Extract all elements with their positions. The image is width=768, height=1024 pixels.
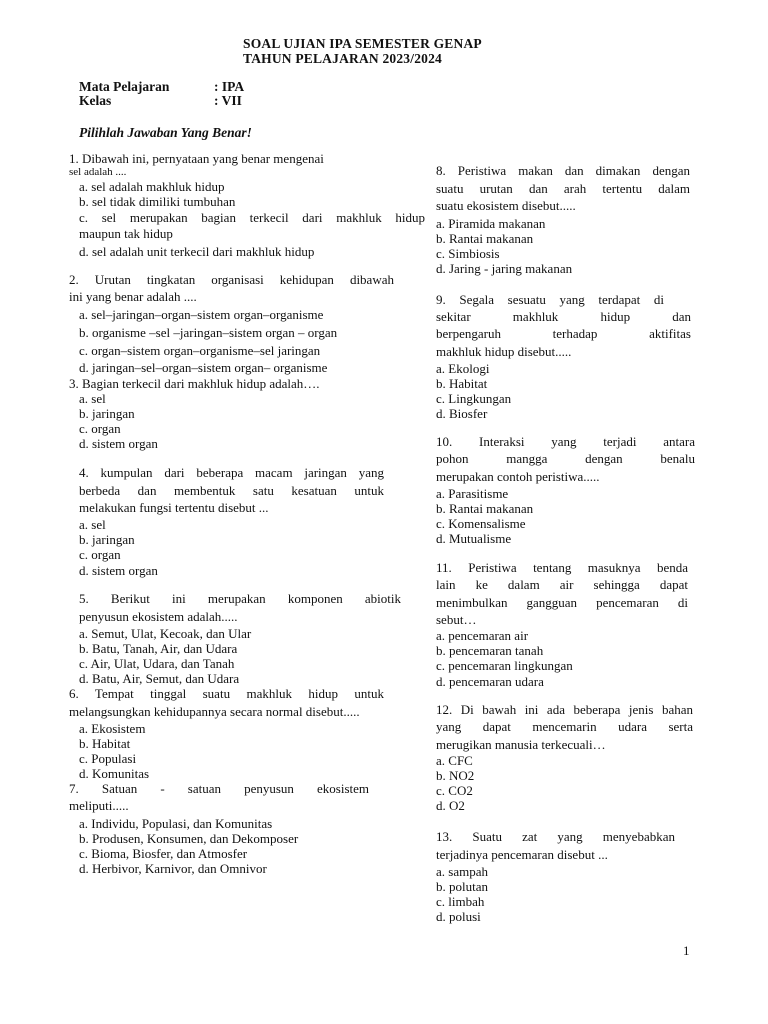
question-7-option-a: a. Individu, Populasi, dan Komunitas <box>79 816 273 831</box>
question-7-option-b: b. Produsen, Konsumen, dan Dekomposer <box>79 831 299 846</box>
question-13-stem: 13. Suatu zat yang menyebabkan <box>436 829 675 844</box>
question-11-stem-cont3: sebut… <box>436 612 477 627</box>
question-5-stem: 5. Berikut ini merupakan komponen abiotik <box>79 591 401 606</box>
question-9-option-c: c. Lingkungan <box>436 391 512 406</box>
question-4-option-c: c. organ <box>79 547 121 562</box>
question-9-option-a: a. Ekologi <box>436 361 490 376</box>
class-value: : VII <box>214 93 242 108</box>
question-6-option-b: b. Habitat <box>79 736 131 751</box>
question-5-option-b: b. Batu, Tanah, Air, dan Udara <box>79 641 238 656</box>
question-4-stem-cont1: berbeda dan membentuk satu kesatuan untuk <box>79 483 384 498</box>
question-4-option-a: a. sel <box>79 517 106 532</box>
question-8-option-b: b. Rantai makanan <box>436 231 534 246</box>
question-9-option-d: d. Biosfer <box>436 406 488 421</box>
question-10-stem-cont2: merupakan contoh peristiwa..... <box>436 469 600 484</box>
question-7-option-c: c. Bioma, Biosfer, dan Atmosfer <box>79 846 248 861</box>
question-3-option-c: c. organ <box>79 421 121 436</box>
question-2-stem: 2. Urutan tingkatan organisasi kehidupan dibawah <box>69 272 394 287</box>
question-12-stem-cont1: yang dapat mencemarin udara serta <box>436 719 693 734</box>
question-1-option-a: a. sel adalah makhluk hidup <box>79 179 225 194</box>
question-3-option-b: b. jaringan <box>79 406 135 421</box>
question-3-stem: 3. Bagian terkecil dari makhluk hidup adalah…. <box>69 376 320 391</box>
question-8-stem: 8. Peristiwa makan dan dimakan dengan <box>436 163 690 178</box>
question-13-option-c: c. limbah <box>436 894 485 909</box>
question-3-option-d: d. sistem organ <box>79 436 158 451</box>
question-8-option-a: a. Piramida makanan <box>436 216 546 231</box>
question-6-option-c: c. Populasi <box>79 751 137 766</box>
question-10-stem-cont1: pohon mangga dengan benalu <box>436 451 695 466</box>
question-10-stem: 10. Interaksi yang terjadi antara <box>436 434 695 449</box>
question-11-stem-cont2: menimbulkan gangguan pencemaran di <box>436 595 688 610</box>
instruction: Pilihlah Jawaban Yang Benar! <box>79 125 252 140</box>
question-6-option-d: d. Komunitas <box>79 766 150 781</box>
page-number: 1 <box>683 943 690 958</box>
question-1-option-d: d. sel adalah unit terkecil dari makhluk hidup <box>79 244 315 259</box>
question-12-option-d: d. O2 <box>436 798 465 813</box>
question-9-stem-cont1: sekitar makhluk hidup dan <box>436 309 691 324</box>
question-9-option-b: b. Habitat <box>436 376 488 391</box>
question-12-stem: 12. Di bawah ini ada beberapa jenis bahan <box>436 702 693 717</box>
question-11-option-c: c. pencemaran lingkungan <box>436 658 573 673</box>
question-7-option-d: d. Herbivor, Karnivor, dan Omnivor <box>79 861 267 876</box>
question-5-option-a: a. Semut, Ulat, Kecoak, dan Ular <box>79 626 252 641</box>
question-2-stem-cont: ini yang benar adalah .... <box>69 289 197 304</box>
question-8-stem-cont2: suatu ekosistem disebut..... <box>436 198 576 213</box>
question-1-stem: 1. Dibawah ini, pernyataan yang benar mengenai <box>69 151 324 166</box>
question-11-stem-cont1: lain ke dalam air sehingga dapat <box>436 577 688 592</box>
question-5-stem-cont: penyusun ekosistem adalah..... <box>79 609 238 624</box>
question-5-option-c: c. Air, Ulat, Udara, dan Tanah <box>79 656 235 671</box>
question-2-option-c: c. organ–sistem organ–organisme–sel jaringan <box>79 343 321 358</box>
subject-value: : IPA <box>214 79 245 94</box>
question-11-option-d: d. pencemaran udara <box>436 674 544 689</box>
question-11-option-b: b. pencemaran tanah <box>436 643 544 658</box>
question-2-option-b: b. organisme –sel –jaringan–sistem organ – organ <box>79 325 338 340</box>
question-6-stem-cont: melangsungkan kehidupannya secara normal disebut..... <box>69 704 360 719</box>
question-8-option-c: c. Simbiosis <box>436 246 500 261</box>
question-7-stem: 7. Satuan - satuan penyusun ekosistem <box>69 781 369 796</box>
question-8-option-d: d. Jaring - jaring makanan <box>436 261 573 276</box>
question-12-option-a: a. CFC <box>436 753 473 768</box>
question-1-option-c-cont: maupun tak hidup <box>79 226 173 241</box>
question-1-stem-cont: sel adalah .... <box>69 166 127 178</box>
question-12-stem-cont2: merugikan manusia terkecuali… <box>436 737 606 752</box>
exam-title: SOAL UJIAN IPA SEMESTER GENAP <box>243 36 482 51</box>
question-13-stem-cont: terjadinya pencemaran disebut ... <box>436 847 608 862</box>
question-10-option-b: b. Rantai makanan <box>436 501 534 516</box>
question-11-stem: 11. Peristiwa tentang masuknya benda <box>436 560 688 575</box>
question-7-stem-cont: meliputi..... <box>69 798 129 813</box>
question-9-stem-cont2: berpengaruh terhadap aktifitas <box>436 326 691 341</box>
question-6-option-a: a. Ekosistem <box>79 721 146 736</box>
question-13-option-a: a. sampah <box>436 864 488 879</box>
question-9-stem-cont3: makhluk hidup disebut..... <box>436 344 572 359</box>
question-10-option-c: c. Komensalisme <box>436 516 526 531</box>
question-10-option-d: d. Mutualisme <box>436 531 512 546</box>
question-8-stem-cont1: suatu urutan dan arah tertentu dalam <box>436 181 690 196</box>
question-1-option-b: b. sel tidak dimiliki tumbuhan <box>79 194 236 209</box>
question-13-option-b: b. polutan <box>436 879 488 894</box>
question-9-stem: 9. Segala sesuatu yang terdapat di <box>436 292 664 307</box>
question-3-option-a: a. sel <box>79 391 106 406</box>
question-2-option-a: a. sel–jaringan–organ–sistem organ–organisme <box>79 307 324 322</box>
class-label: Kelas <box>79 93 112 108</box>
question-4-stem-cont2: melakukan fungsi tertentu disebut ... <box>79 500 269 515</box>
question-13-option-d: d. polusi <box>436 909 481 924</box>
question-4-option-d: d. sistem organ <box>79 563 158 578</box>
question-11-option-a: a. pencemaran air <box>436 628 529 643</box>
question-4-option-b: b. jaringan <box>79 532 135 547</box>
question-4-stem: 4. kumpulan dari beberapa macam jaringan yang <box>79 465 384 480</box>
question-6-stem: 6. Tempat tinggal suatu makhluk hidup untuk <box>69 686 384 701</box>
exam-year: TAHUN PELAJARAN 2023/2024 <box>243 51 443 66</box>
question-2-option-d: d. jaringan–sel–organ–sistem organ– organisme <box>79 360 328 375</box>
subject-label: Mata Pelajaran <box>79 79 170 94</box>
question-12-option-b: b. NO2 <box>436 768 475 783</box>
question-12-option-c: c. CO2 <box>436 783 473 798</box>
question-10-option-a: a. Parasitisme <box>436 486 509 501</box>
question-1-option-c: c. sel merupakan bagian terkecil dari makhluk hidup <box>79 210 425 225</box>
question-5-option-d: d. Batu, Air, Semut, dan Udara <box>79 671 240 686</box>
